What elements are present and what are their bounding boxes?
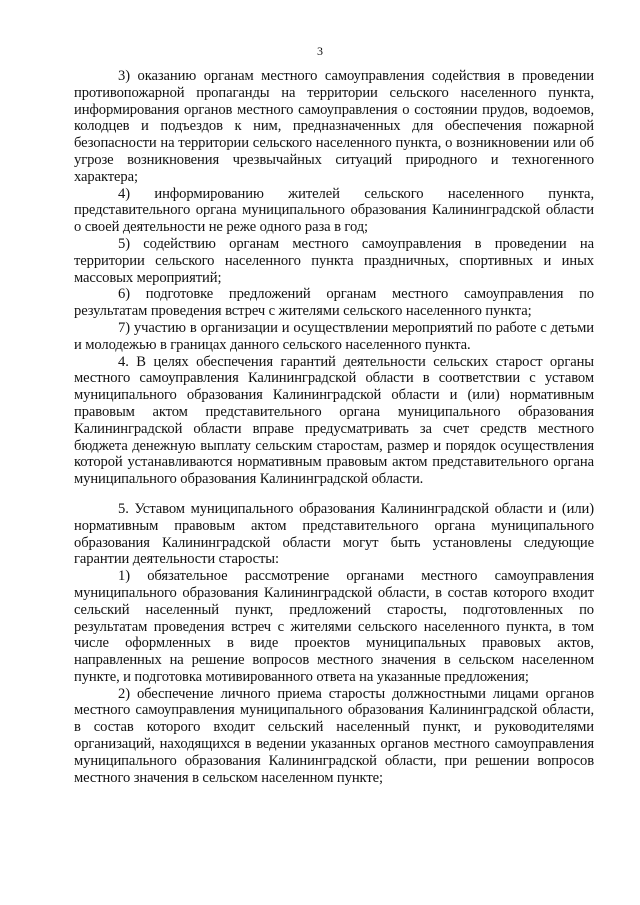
paragraph-item-4: 4) информированию жителей сельского населенного пункта, представительного органа муниципального образования Калининградской области о своей деятельности не реже одного раза в год; (74, 185, 594, 236)
paragraph-guarantee-2: 2) обеспечение личного приема старосты должностными лицами органов местного самоуправления муниципального образования Калининградской области, в состав которого входит сельский населенный пункт, и руководителями организаций, находящихся в ведении указанных органов местного самоуправления муниципального образования Калининградской области, при решении вопросов местного значения в сельском населенном пункте; (74, 685, 594, 786)
paragraph-item-5: 5) содействию органам местного самоуправления в проведении на территории сельского населенного пункта праздничных, спортивных и иных массовых мероприятий; (74, 235, 594, 286)
paragraph-section-4: 4. В целях обеспечения гарантий деятельности сельских старост органы местного самоуправления Калининградской области в соответствии с уставом муниципального образования Калининградской области и (или) нормативным правовым актом представительного органа муниципального образования Калининградской области вправе предусматривать за счет средств местного бюджета денежную выплату сельским старостам, размер и порядок осуществления которой устанавливаются нормативным правовым актом представительного органа муниципального образования Калининградской области. (74, 353, 594, 488)
paragraph-guarantee-1: 1) обязательное рассмотрение органами местного самоуправления муниципального образования Калининградской области, в состав которого входит сельский населенный пункт, предложений старосты, подготовленных по результатам проведения встреч с жителями сельского населенного пункта, в том числе оформленных в виде проектов муниципальных правовых актов, направленных на решение вопросов местного значения в сельском населенном пункте, и подготовка мотивированного ответа на указанные предложения; (74, 568, 594, 685)
document-body (74, 68, 594, 786)
paragraph-section-5: 5. Уставом муниципального образования Калининградской области и (или) нормативным правовым актом представительного органа муниципального образования Калининградской области могут быть установлены следующие гарантии деятельности старосты: (74, 500, 594, 568)
page-number: 3 (317, 44, 323, 58)
paragraph-item-3: 3) оказанию органам местного самоуправления содействия в проведении противопожарной пропаганды на территории сельского населенного пункта, информирования органов местного самоуправления о состоянии прудов, водоемов, колодцев и подъездов к ним, предназначенных для обеспечения пожарной безопасности на территории сельского населенного пункта, о возникновении или об угрозе возникновения чрезвычайных ситуаций природного и техногенного характера; (74, 68, 594, 185)
paragraph-item-7: 7) участию в организации и осуществлении мероприятий по работе с детьми и молодежью в границах данного сельского населенного пункта. (74, 319, 594, 353)
paragraph-item-6: 6) подготовке предложений органам местного самоуправления по результатам проведения встреч с жителями сельского населенного пункта; (74, 286, 594, 320)
